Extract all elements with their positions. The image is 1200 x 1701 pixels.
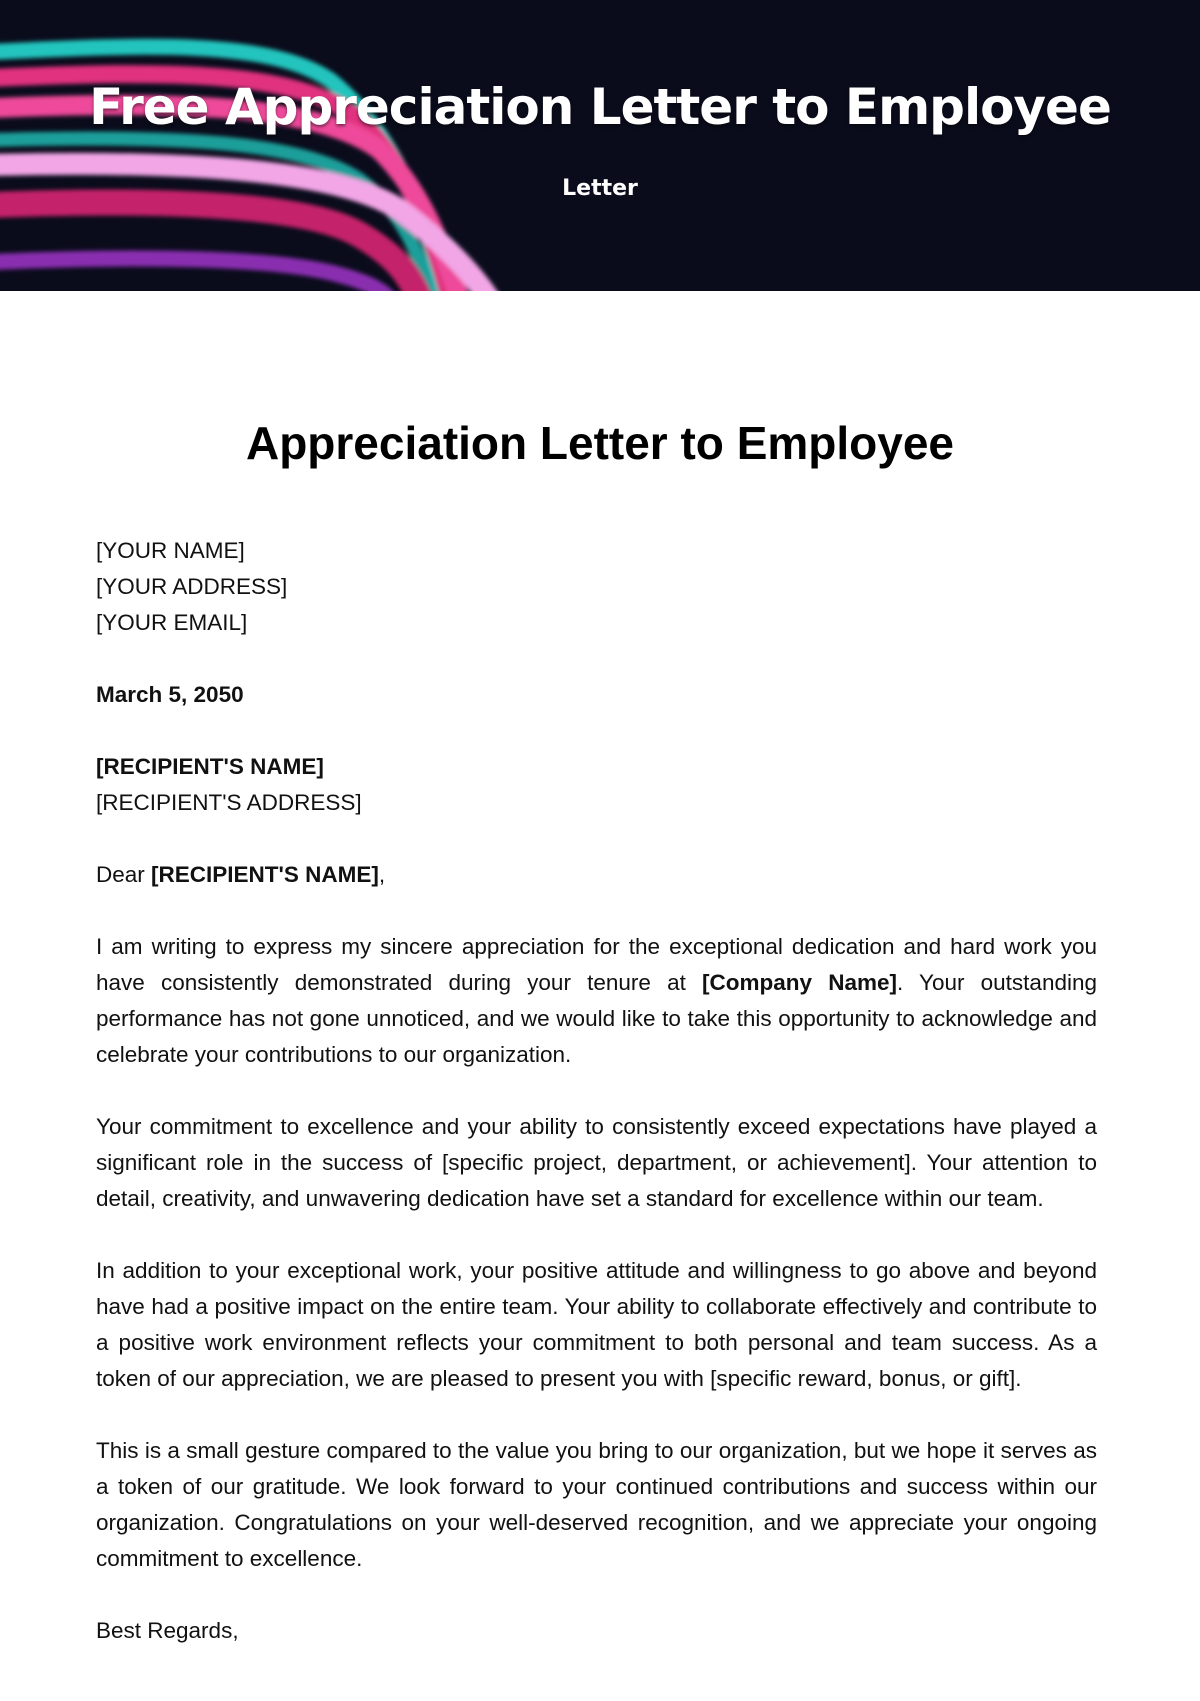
salutation-name: [RECIPIENT'S NAME] — [151, 862, 379, 887]
sender-email: [YOUR EMAIL] — [96, 610, 248, 635]
salutation-prefix: Dear — [96, 862, 152, 887]
salutation — [96, 857, 1097, 893]
header-banner — [0, 0, 1200, 291]
document-title: Appreciation Letter to Employee — [245, 417, 954, 469]
recipient-address: [RECIPIENT'S ADDRESS] — [96, 790, 362, 815]
recipient-name: [RECIPIENT'S NAME] — [96, 754, 324, 779]
banner-title: Free Appreciation Letter to Employee — [89, 78, 1111, 136]
neon-lights-image — [0, 0, 1200, 291]
paragraph-2: Your commitment to excellence and your ability to consistently exceed expectations have played a significant role in the success of [specific project, department, or achievement]. Your attention to detail, creativity, and unwavering dedication have set a standard for excellence within our team. — [96, 1114, 1097, 1211]
letter-body — [96, 533, 1097, 1685]
sender-block — [96, 533, 1097, 641]
paragraph-1-text-end: . Your outstanding performance has not gone unnoticed, and we would like to take this opportunity to acknowledge and celebrate your contributions to our organization. — [96, 970, 1098, 1067]
letter-date: March 5, 2050 — [96, 682, 244, 707]
sender-name: [YOUR NAME] — [96, 538, 245, 563]
recipient-block — [96, 749, 1097, 821]
salutation-suffix: , — [378, 862, 386, 887]
closing: Best Regards, — [96, 1618, 239, 1643]
paragraph-1-text: I am writing to express my sincere appreciation for the exceptional dedication and hard work you have consistently demonstrated during your tenure at — [96, 934, 1097, 995]
banner-subtitle: Letter — [562, 176, 638, 201]
sender-address: [YOUR ADDRESS] — [96, 574, 288, 599]
company-name: [Company Name] — [702, 970, 897, 995]
paragraph-4: This is a small gesture compared to the value you bring to our organization, but we hope it serves as a token of our gratitude. We look forward to your continued contributions and success within our organization. Congratulations on your well-deserved recognition, and we appreciate your ongoing commitment to excellence. — [96, 1438, 1097, 1571]
paragraph-1 — [96, 929, 1097, 1073]
paragraph-3: In addition to your exceptional work, your positive attitude and willingness to go above and beyond have had a positive impact on the entire team. Your ability to collaborate effectively and contribute to a positive work environment reflects your commitment to both personal and team success. As a token of our appreciation, we are pleased to present you with [specific reward, bonus, or gift]. — [96, 1258, 1097, 1391]
